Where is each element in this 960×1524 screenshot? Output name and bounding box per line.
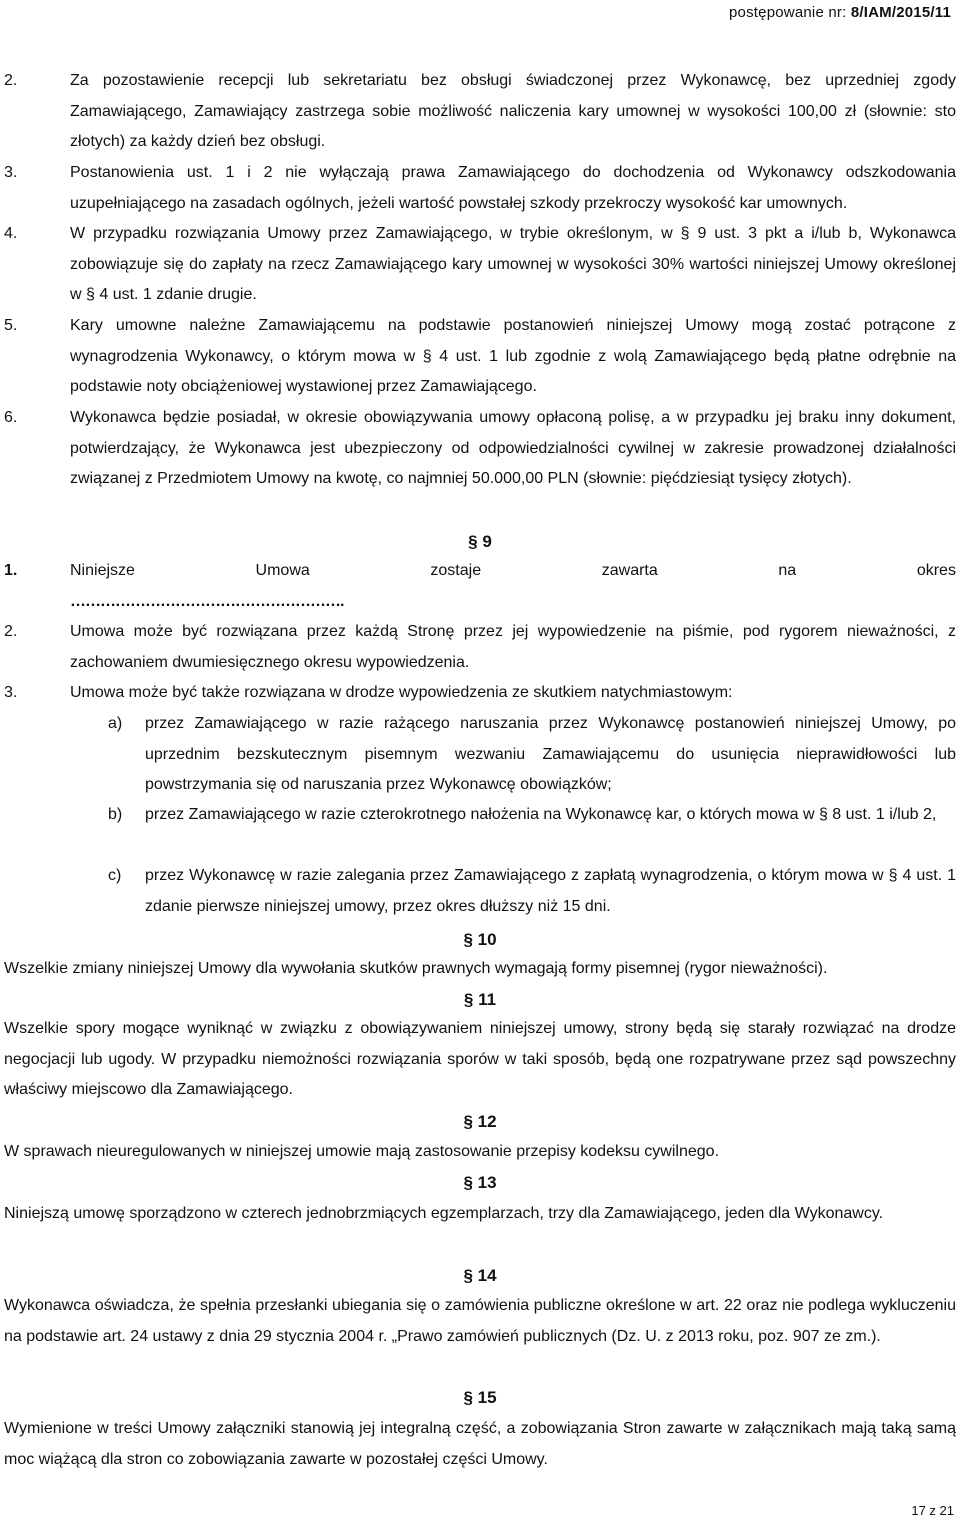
section-heading-14: § 14 [463, 1266, 497, 1285]
word: okres [916, 562, 956, 579]
section-text-14: Wykonawca oświadcza, że spełnia przesłanki ubiegania się o zamówienia publiczne określone w art. 22 oraz nie podlega wykluczeniu na podstawie art. 24 ustawy z dnia 29 stycznia 2004 r. „Prawo zamówień publicznych (Dz. U. z 2013 roku, poz. 907 ze zm.). [4, 1297, 956, 1345]
procedure-reference-number: 8/IAM/2015/11 [850, 4, 951, 21]
section-heading-11: § 11 [463, 990, 497, 1009]
section-text-15: Wymienione w treści Umowy załączniki stanowią jej integralną część, a zobowiązania Stron zawarte w załącznikach mają taką samą moc wiążącą dla stron co zobowiązania zawarte w pozostałej części Umowy. [4, 1420, 956, 1468]
section-heading-15: § 15 [463, 1388, 497, 1407]
item-number: 1. [4, 562, 18, 579]
word: zostaje [430, 562, 482, 579]
section-text-10: Wszelkie zmiany niniejszej Umowy dla wywołania skutków prawnych wymagają formy pisemnej (rygor nieważności). [4, 960, 828, 977]
page-number: 17 z 21 [911, 1503, 954, 1518]
blank-period-dots: ………………………………………………. [70, 593, 344, 610]
item-text-spread [70, 556, 956, 587]
section-text-11: Wszelkie spory mogące wyniknąć w związku z obowiązywaniem niniejszej umowy, strony będą się starały rozwiązać na drodze negocjacji lub ugody. W przypadku niemożności rozwiązania sporów w taki sposób, będą one rozpatrywane przez sąd powszechny właściwy miejscowo dla Zamawiającego. [4, 1020, 956, 1098]
section-heading-10: § 10 [463, 930, 497, 949]
item-text: Wykonawca będzie posiadał, w okresie obowiązywania umowy opłaconą polisę, a w przypadku jej braku inny dokument, potwierdzający, że Wykonawca jest ubezpieczony od odpowiedzialności cywilnej w zakresie prowadzonej działalności związanej z Przedmiotem Umowy na kwotę, co najmniej 50.000,00 PLN (słownie: pięćdziesiąt tysięcy złotych). [70, 409, 956, 487]
item-number: 3. [4, 684, 18, 701]
word: Niniejsze [70, 562, 135, 579]
procedure-reference [729, 4, 951, 21]
sub-item-text: przez Zamawiającego w razie czterokrotnego nałożenia na Wykonawcę kar, o których mowa w § 8 ust. 1 i/lub 2, [145, 806, 937, 823]
word: Umowa [255, 562, 310, 579]
item-number: 2. [4, 623, 18, 640]
sub-item-text: przez Wykonawcę w razie zalegania przez Zamawiającego z zapłatą wynagrodzenia, o którym mowa w § 4 ust. 1 zdanie pierwsze niniejszej umowy, przez okres dłuższy niż 15 dni. [145, 867, 956, 915]
sub-item-letter: a) [108, 715, 123, 732]
item-number: 5. [4, 317, 18, 334]
section-text-12: W sprawach nieuregulowanych w niniejszej umowie mają zastosowanie przepisy kodeksu cywilnego. [4, 1143, 720, 1160]
item-text: Za pozostawienie recepcji lub sekretariatu bez obsługi świadczonej przez Wykonawcę, bez uprzedniej zgody Zamawiającego, Zamawiający zastrzega sobie możliwość naliczenia kary umownej w wysokości 100,00 zł (słownie: sto złotych) za każdy dzień bez obsługi. [70, 72, 956, 150]
section-text-13: Niniejszą umowę sporządzono w czterech jednobrzmiących egzemplarzach, trzy dla Zamawiającego, jeden dla Wykonawcy. [4, 1205, 884, 1222]
item-text: W przypadku rozwiązania Umowy przez Zamawiającego, w trybie określonym, w § 9 ust. 3 pkt a i/lub b, Wykonawca zobowiązuje się do zapłaty na rzecz Zamawiającego kary umownej w wysokości 30% wartości niniejszej Umowy określonej w § 4 ust. 1 zdanie drugie. [70, 225, 956, 303]
word: na [778, 562, 797, 579]
item-text: Postanowienia ust. 1 i 2 nie wyłączają prawa Zamawiającego do dochodzenia od Wykonawcy odszkodowania uzupełniającego na zasadach ogólnych, jeżeli wartość powstałej szkody przekroczy wysokość kar umownych. [70, 164, 956, 212]
item-number: 6. [4, 409, 18, 426]
section-heading-9: § 9 [468, 532, 492, 551]
word: zawarta [601, 562, 658, 579]
item-text: Kary umowne należne Zamawiającemu na podstawie postanowień niniejszej Umowy mogą zostać potrącone z wynagrodzenia Wykonawcy, o którym mowa w § 4 ust. 1 lub zgodnie z wolą Zamawiającego będą płatne odrębnie na podstawie noty obciążeniowej wystawionej przez Zamawiającego. [70, 317, 956, 395]
item-number: 4. [4, 225, 18, 242]
item-number: 3. [4, 164, 18, 181]
section-heading-13: § 13 [463, 1173, 497, 1192]
procedure-reference-label: postępowanie nr: [729, 4, 851, 21]
section-heading-12: § 12 [463, 1112, 497, 1131]
item-text: Umowa może być także rozwiązana w drodze wypowiedzenia ze skutkiem natychmiastowym: [70, 684, 733, 701]
item-number: 2. [4, 72, 18, 89]
item-text: Umowa może być rozwiązana przez każdą Stronę przez jej wypowiedzenie na piśmie, pod rygorem nieważności, z zachowaniem dwumiesięcznego okresu wypowiedzenia. [70, 623, 956, 671]
sub-item-letter: c) [108, 867, 122, 884]
sub-item-letter: b) [108, 806, 123, 823]
sub-item-text: przez Zamawiającego w razie rażącego naruszania przez Wykonawcę postanowień niniejszej Umowy, po uprzednim bezskutecznym pisemnym wezwaniu Zamawiającemu do usunięcia nieprawidłowości lub powstrzymania się od naruszania przez Wykonawcę obowiązków; [145, 715, 956, 793]
